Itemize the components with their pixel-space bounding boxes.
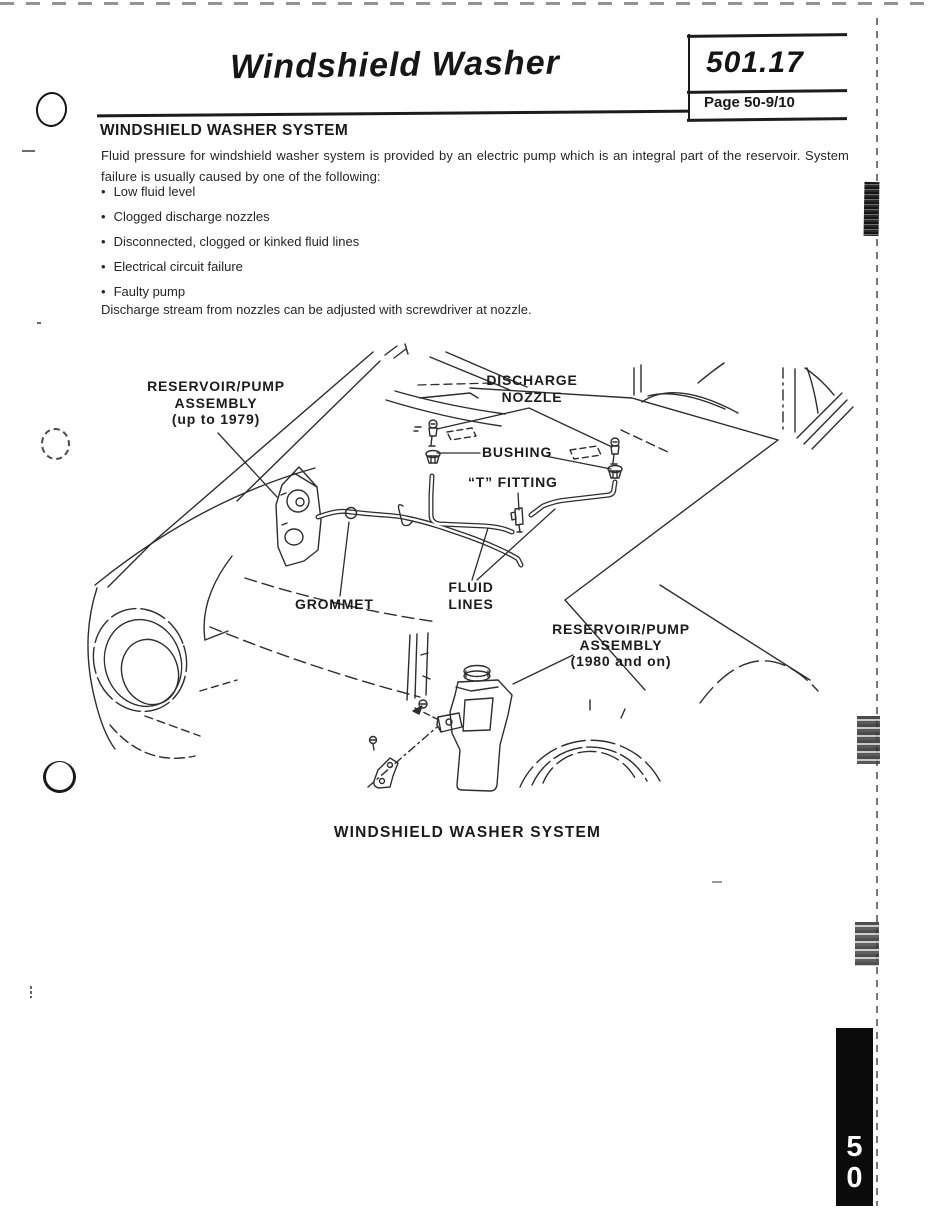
scan-edge-dashes [0,2,935,5]
label-bushing: BUSHING [482,444,553,460]
tab-digit-bottom: 0 [846,1162,863,1194]
list-item: • Low fluid level [101,185,359,198]
diagram-caption: WINDSHIELD WASHER SYSTEM [333,824,602,841]
failure-cause-list [101,185,359,310]
label-fluid-lines: FLUID LINES [448,579,494,612]
binder-hole [42,760,77,794]
label-t-fitting: “T” FITTING [468,474,558,490]
scan-mark [30,986,32,998]
section-tab [836,1028,873,1206]
t-fitting-part [511,508,523,532]
label-reservoir-new: RESERVOIR/PUMP ASSEMBLY (1980 and on) [552,621,690,669]
list-item: • Faulty pump [101,285,359,298]
adjustment-note: Discharge stream from nozzles can be adjusted with screwdriver at nozzle. [101,302,532,317]
label-grommet: GROMMET [295,596,374,612]
scan-smudge [855,922,879,966]
section-number-box [688,34,847,120]
list-item: • Clogged discharge nozzles [101,210,359,223]
section-number: 501.17 [706,46,804,79]
label-discharge-nozzle: DISCHARGE NOZZLE [486,372,578,405]
binder-hole [34,90,70,129]
scan-mark [37,322,41,324]
page-number-label: Page 50-9/10 [704,94,795,111]
scan-smudge [864,182,880,236]
scan-mark [712,881,722,883]
list-item: • Disconnected, clogged or kinked fluid lines [101,235,359,248]
scan-mark [22,150,35,152]
page-title: Windshield Washer [229,43,561,87]
binder-hole [39,427,71,462]
fluid-tubes [318,476,615,565]
section-heading: WINDSHIELD WASHER SYSTEM [100,122,349,139]
scan-smudge [857,716,880,764]
tab-digit-top: 5 [846,1131,863,1163]
intro-paragraph: Fluid pressure for windshield washer system is provided by an electric pump which is an integral part of the reservoir. System failure is usually caused by one of the following: [101,148,849,184]
reservoir-old-drawing [276,467,321,566]
box-line [687,117,847,121]
label-reservoir-old: RESERVOIR/PUMP ASSEMBLY (up to 1979) [147,378,285,427]
box-line [687,89,847,93]
header-rule [97,110,689,118]
list-item: • Electrical circuit failure [101,260,359,273]
box-line [687,33,847,37]
